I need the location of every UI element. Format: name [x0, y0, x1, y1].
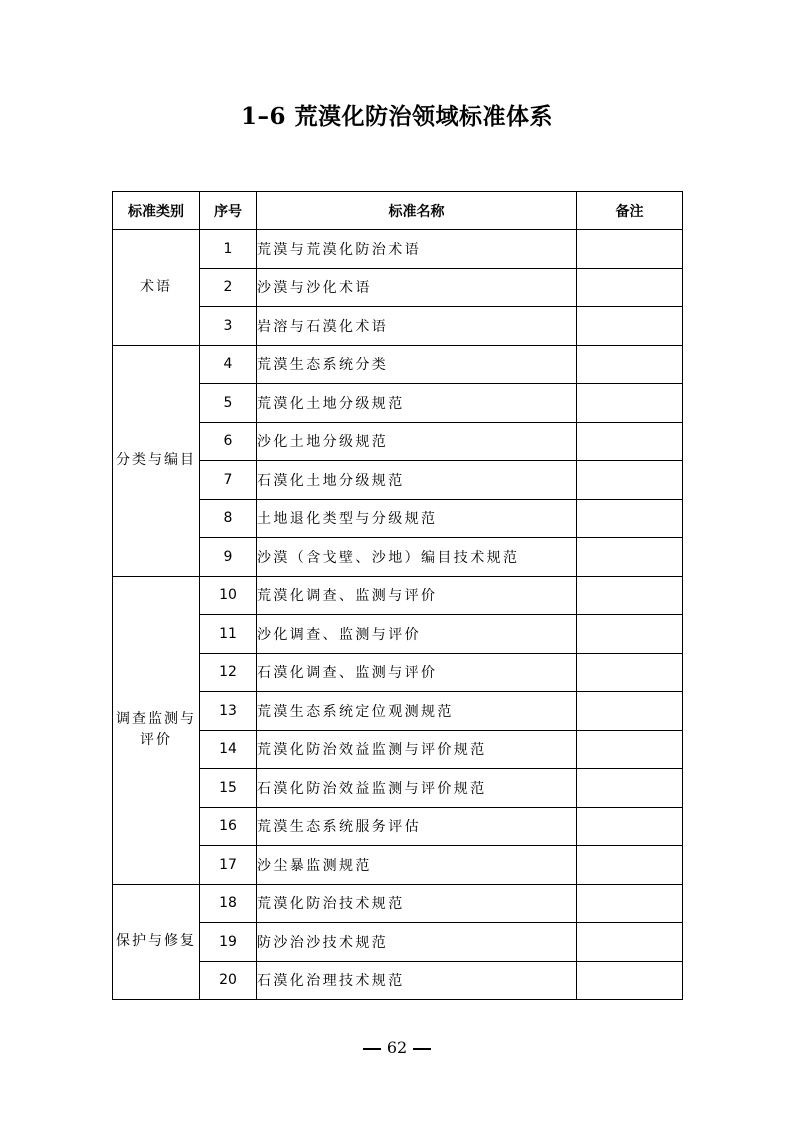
page-title: 1–6 荒漠化防治领域标准体系 — [240, 103, 553, 130]
remark-cell — [577, 499, 683, 538]
table-header-row — [113, 192, 683, 230]
standard-name-cell: 沙化土地分级规范 — [257, 422, 577, 461]
remark-cell — [577, 538, 683, 577]
remark-cell — [577, 653, 683, 692]
header-seq: 序号 — [200, 192, 257, 230]
standard-name-cell: 沙尘暴监测规范 — [257, 846, 577, 885]
footer-dash-left — [363, 1048, 381, 1050]
seq-cell: 9 — [200, 538, 257, 577]
standard-name-cell: 荒漠化调查、监测与评价 — [257, 576, 577, 615]
seq-cell: 8 — [200, 499, 257, 538]
remark-cell — [577, 692, 683, 731]
remark-cell — [577, 961, 683, 1000]
remark-cell — [577, 268, 683, 307]
table-row — [113, 576, 683, 615]
seq-cell: 1 — [200, 230, 257, 269]
seq-cell: 13 — [200, 692, 257, 731]
seq-cell: 3 — [200, 307, 257, 346]
seq-cell: 14 — [200, 730, 257, 769]
standard-name-cell: 土地退化类型与分级规范 — [257, 499, 577, 538]
remark-cell — [577, 846, 683, 885]
seq-cell: 16 — [200, 807, 257, 846]
standard-name-cell: 荒漠与荒漠化防治术语 — [257, 230, 577, 269]
remark-cell — [577, 730, 683, 769]
category-cell: 调查监测与评价 — [113, 576, 200, 884]
seq-cell: 19 — [200, 923, 257, 962]
seq-cell: 6 — [200, 422, 257, 461]
remark-cell — [577, 345, 683, 384]
standard-name-cell: 防沙治沙技术规范 — [257, 923, 577, 962]
category-cell: 分类与编目 — [113, 345, 200, 576]
header-category: 标准类别 — [113, 192, 200, 230]
table-body — [113, 230, 683, 1000]
standard-name-cell: 沙化调查、监测与评价 — [257, 615, 577, 654]
seq-cell: 12 — [200, 653, 257, 692]
standard-name-cell: 沙漠（含戈壁、沙地）编目技术规范 — [257, 538, 577, 577]
standard-name-cell: 石漠化调查、监测与评价 — [257, 653, 577, 692]
standard-name-cell: 石漠化治理技术规范 — [257, 961, 577, 1000]
table-row — [113, 884, 683, 923]
standard-name-cell: 荒漠化土地分级规范 — [257, 384, 577, 423]
category-cell: 术语 — [113, 230, 200, 346]
seq-cell: 11 — [200, 615, 257, 654]
remark-cell — [577, 576, 683, 615]
standard-name-cell: 岩溶与石漠化术语 — [257, 307, 577, 346]
remark-cell — [577, 422, 683, 461]
standard-name-cell: 荒漠生态系统服务评估 — [257, 807, 577, 846]
standards-table — [112, 191, 683, 1000]
standard-name-cell: 石漠化土地分级规范 — [257, 461, 577, 500]
remark-cell — [577, 230, 683, 269]
category-cell: 保护与修复 — [113, 884, 200, 1000]
remark-cell — [577, 884, 683, 923]
seq-cell: 10 — [200, 576, 257, 615]
page-number: 62 — [386, 1038, 408, 1057]
remark-cell — [577, 923, 683, 962]
header-name: 标准名称 — [257, 192, 577, 230]
seq-cell: 18 — [200, 884, 257, 923]
standard-name-cell: 沙漠与沙化术语 — [257, 268, 577, 307]
table-row — [113, 230, 683, 269]
standard-name-cell: 荒漠生态系统分类 — [257, 345, 577, 384]
seq-cell: 2 — [200, 268, 257, 307]
standard-name-cell: 荒漠化防治技术规范 — [257, 884, 577, 923]
remark-cell — [577, 807, 683, 846]
header-remark: 备注 — [577, 192, 683, 230]
remark-cell — [577, 384, 683, 423]
remark-cell — [577, 615, 683, 654]
table-row — [113, 345, 683, 384]
seq-cell: 7 — [200, 461, 257, 500]
remark-cell — [577, 769, 683, 808]
seq-cell: 17 — [200, 846, 257, 885]
standard-name-cell: 荒漠化防治效益监测与评价规范 — [257, 730, 577, 769]
remark-cell — [577, 461, 683, 500]
seq-cell: 5 — [200, 384, 257, 423]
standard-name-cell: 石漠化防治效益监测与评价规范 — [257, 769, 577, 808]
seq-cell: 15 — [200, 769, 257, 808]
page-footer — [0, 1038, 794, 1057]
footer-dash-right — [413, 1048, 431, 1050]
seq-cell: 20 — [200, 961, 257, 1000]
seq-cell: 4 — [200, 345, 257, 384]
standard-name-cell: 荒漠生态系统定位观测规范 — [257, 692, 577, 731]
remark-cell — [577, 307, 683, 346]
